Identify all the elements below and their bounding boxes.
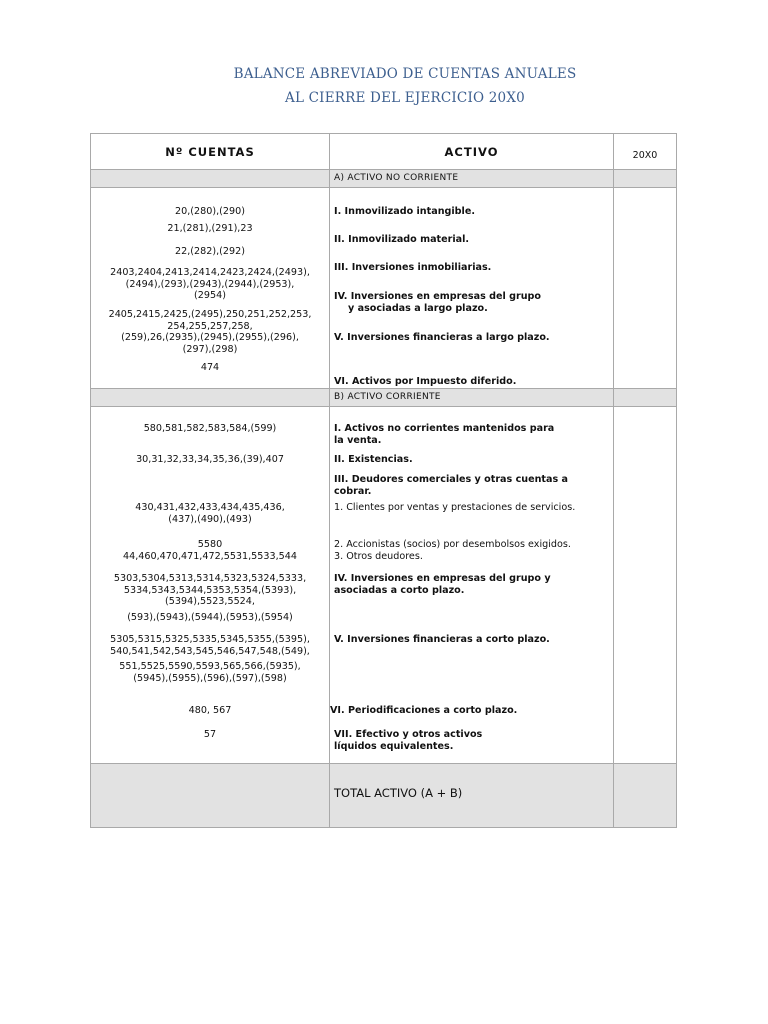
row-divider: [90, 169, 677, 170]
account-cell: 22,(282),(292): [175, 246, 245, 257]
account-cell: 480, 567: [188, 705, 232, 716]
row-divider: [90, 388, 677, 389]
total-assets-label: TOTAL ACTIVO (A + B): [334, 786, 463, 800]
asset-item: II. Inmovilizado material.: [334, 234, 470, 245]
asset-item: IV. Inversiones en empresas del grupo y asociadas a largo plazo.: [334, 291, 542, 314]
header-assets: ACTIVO: [444, 145, 499, 159]
asset-item: V. Inversiones financieras a corto plazo.: [334, 634, 550, 645]
header-accounts: Nº CUENTAS: [165, 145, 255, 159]
asset-item: I. Activos no corrientes mantenidos para la venta.: [334, 423, 555, 446]
document-subtitle: AL CIERRE DEL EJERCICIO 20X0: [285, 90, 525, 106]
section-b-label: B) ACTIVO CORRIENTE: [334, 392, 441, 402]
account-cell: 551,5525,5590,5593,565,566,(5935), (5945),(5955),(596),(597),(598): [119, 661, 301, 684]
account-cell: 2405,2415,2425,(2495),250,251,252,253, 254,255,257,258, (259),26,(2935),(2945),(2955),(296), (297),(298): [108, 309, 312, 355]
row-divider: [90, 763, 677, 764]
asset-item: IV. Inversiones en empresas del grupo y asociadas a corto plazo.: [334, 573, 551, 596]
table-border-right: [676, 133, 677, 828]
account-cell: 5303,5304,5313,5314,5323,5324,5333, 5334,5343,5344,5353,5354,(5393), (5394),5523,5524,: [113, 573, 307, 607]
asset-item: II. Existencias.: [334, 454, 413, 465]
table-border-top: [90, 133, 677, 134]
asset-item: III. Deudores comerciales y otras cuentas a cobrar.: [334, 474, 569, 497]
account-cell: 30,31,32,33,34,35,36,(39),407: [136, 454, 284, 465]
account-cell: 474: [200, 362, 220, 373]
table-border-left: [90, 133, 91, 828]
account-cell: 580,581,582,583,584,(599): [143, 423, 277, 434]
account-cell: 5305,5315,5325,5335,5345,5355,(5395), 540,541,542,543,545,546,547,548,(549),: [110, 634, 310, 657]
column-divider-1: [329, 133, 330, 828]
account-cell: 430,431,432,433,434,435,436, (437),(490),(493): [135, 502, 285, 525]
account-cell: 20,(280),(290): [175, 206, 245, 217]
document-title: BALANCE ABREVIADO DE CUENTAS ANUALES: [233, 66, 577, 82]
header-year: 20X0: [632, 150, 658, 161]
account-cell: 5580 44,460,470,471,472,5531,5533,544: [123, 539, 297, 562]
row-divider: [90, 406, 677, 407]
asset-item: I. Inmovilizado intangible.: [334, 206, 475, 217]
account-cell: 57: [203, 729, 217, 740]
column-divider-2: [613, 133, 614, 828]
account-cell: (593),(5943),(5944),(5953),(5954): [127, 612, 293, 623]
asset-item: V. Inversiones financieras a largo plazo.: [334, 332, 550, 343]
asset-subitem: 1. Clientes por ventas y prestaciones de servicios.: [334, 502, 576, 513]
asset-item: VII. Efectivo y otros activos líquidos equivalentes.: [334, 729, 483, 752]
table-border-bottom: [90, 827, 677, 828]
section-a-label: A) ACTIVO NO CORRIENTE: [334, 173, 459, 183]
account-cell: 21,(281),(291),23: [167, 223, 253, 234]
account-cell: 2403,2404,2413,2414,2423,2424,(2493), (2494),(293),(2943),(2944),(2953), (2954): [110, 267, 310, 301]
row-divider: [90, 187, 677, 188]
asset-item: VI. Periodificaciones a corto plazo.: [330, 705, 518, 716]
asset-subitem: 2. Accionistas (socios) por desembolsos exigidos. 3. Otros deudores.: [334, 539, 571, 562]
asset-item: III. Inversiones inmobiliarias.: [334, 262, 492, 273]
asset-item: VI. Activos por Impuesto diferido.: [334, 376, 517, 387]
